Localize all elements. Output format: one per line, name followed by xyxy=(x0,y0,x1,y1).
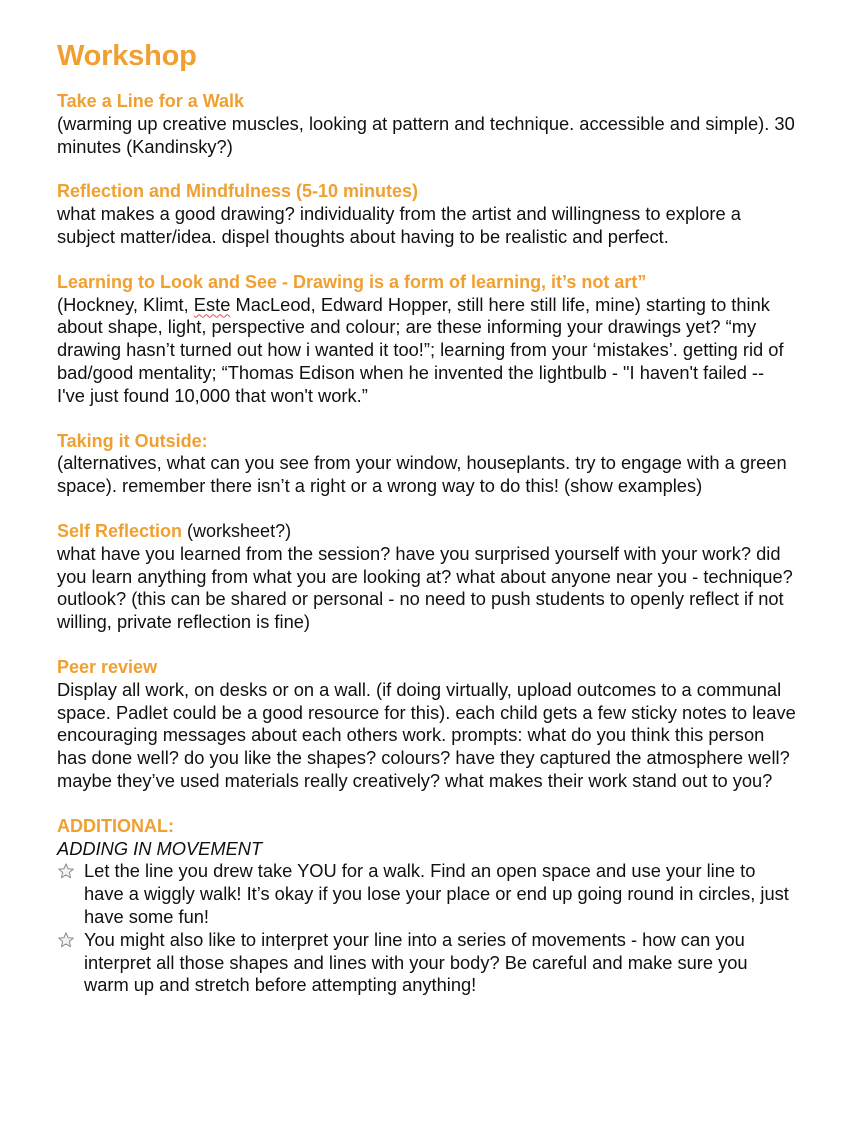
section-heading xyxy=(57,520,797,543)
section-body: what makes a good drawing? individuality from the artist and willingness to explore a subject matter/idea. dispel thoughts about having to be realistic and perfect. xyxy=(57,203,741,247)
section-heading: Peer review xyxy=(57,656,158,677)
list-item-text: Let the line you drew take YOU for a walk. Find an open space and use your line to have a wiggly walk! It’s okay if you lose your place or end up going round in circles, just have some fun! xyxy=(84,860,789,927)
list-item xyxy=(57,860,797,928)
section-body: (warming up creative muscles, looking at pattern and technique. accessible and simple). 30 minutes (Kandinsky?) xyxy=(57,112,795,157)
section-heading: Learning to Look and See - Drawing is a form of learning, it’s not art” xyxy=(57,271,647,292)
section-body: Display all work, on desks or on a wall. (if doing virtually, upload outcomes to a communal space. Padlet could be a good resource for this). each child gets a few sticky notes to leave encouraging messages about each others work. prompts: what do you think this person has done well? do you like the shapes? colours? have they captured the atmosphere well? maybe they’ve used materials really creatively? what makes their work stand out to you? xyxy=(57,678,796,791)
section-heading: Take a Line for a Walk xyxy=(57,91,245,111)
section-taking-it-outside xyxy=(57,430,797,498)
section-take-a-line xyxy=(57,90,797,158)
spellcheck-flagged-word: Este xyxy=(193,293,231,315)
section-heading: Reflection and Mindfulness (5-10 minutes) xyxy=(57,181,419,202)
document-page xyxy=(57,38,797,1019)
star-icon xyxy=(57,862,75,880)
section-peer-review xyxy=(57,656,797,793)
section-body: what have you learned from the session? have you surprised yourself with your work? did you learn anything from what you are looking at? what about anyone near you - technique? outlook? (this can be shared or personal - no need to push students to openly reflect if not willing, private reflection is fine) xyxy=(57,542,793,633)
bullet-list xyxy=(57,860,797,997)
section-body xyxy=(57,294,797,408)
section-additional xyxy=(57,815,797,997)
section-learning-to-look xyxy=(57,271,797,408)
list-item xyxy=(57,929,797,997)
section-heading-text: Self Reflection xyxy=(57,520,183,541)
section-body-part: (Hockney, Klimt, xyxy=(57,293,194,315)
section-reflection-mindfulness xyxy=(57,180,797,248)
section-subheading: ADDING IN MOVEMENT xyxy=(57,837,263,859)
section-heading-suffix: (worksheet?) xyxy=(182,520,292,541)
section-self-reflection xyxy=(57,520,797,634)
star-icon xyxy=(57,931,75,949)
section-heading: Taking it Outside: xyxy=(57,430,208,451)
list-item-text: You might also like to interpret your line into a series of movements - how can you interpret all those shapes and lines with your body? Be careful and make sure you warm up and stretch before attempting anything! xyxy=(84,928,748,996)
section-heading: ADDITIONAL: xyxy=(57,815,174,836)
page-title: Workshop xyxy=(57,40,197,72)
section-body-part: MacLeod, Edward Hopper, still here still life, mine) starting to think about shape, light, perspective and colour; are these informing your drawings yet? “my drawing hasn’t turned out how i wanted it too!”; learning from your ‘mistakes’. getting rid of bad/good mentality; “Thomas Edison when he invented the lightbulb - "I haven't failed -- I've just found 10,000 that won't work.” xyxy=(57,293,784,406)
section-body: (alternatives, what can you see from your window, houseplants. try to engage with a green space). remember there isn’t a right or a wrong way to do this! (show examples) xyxy=(57,452,787,497)
